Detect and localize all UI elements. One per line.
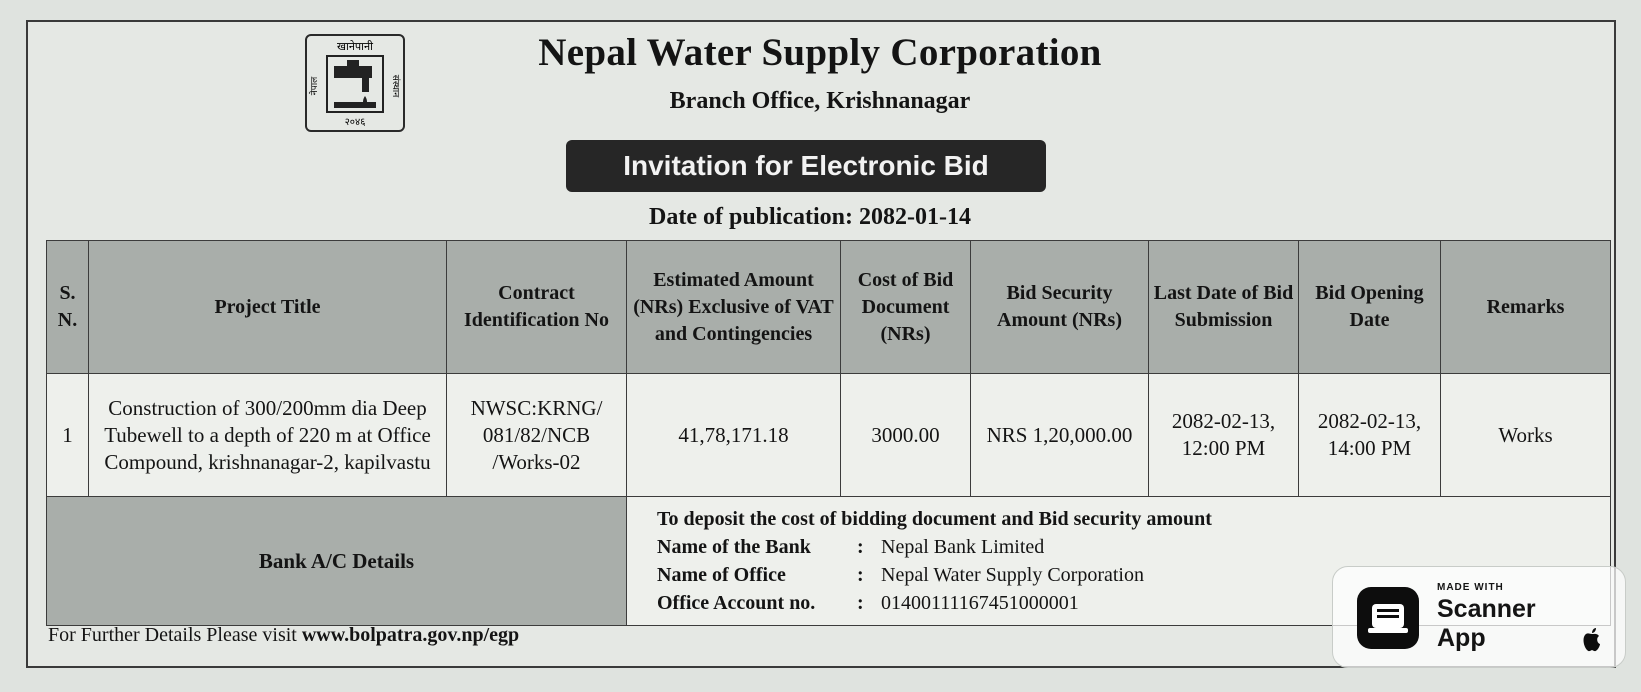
bolpatra-link[interactable]: www.bolpatra.gov.np/egp [301, 624, 520, 646]
branch-subtitle: Branch Office, Krishnanagar [669, 88, 971, 114]
office-name-key: Name of Office [657, 564, 786, 586]
cell-last-submission: 2082-02-13, 12:00 PM [1149, 374, 1299, 497]
col-last-submission: Last Date of Bid Submission [1149, 241, 1299, 374]
account-no-value: 01400111167451000001 [881, 592, 1079, 614]
logo-bottom-text: २०४६ [344, 117, 366, 128]
col-opening-date: Bid Opening Date [1299, 241, 1441, 374]
scanner-app-icon [1357, 587, 1419, 649]
office-name-colon: : [857, 564, 864, 586]
cell-bid-security: NRS 1,20,000.00 [971, 374, 1149, 497]
bank-heading: To deposit the cost of bidding document and Bid security amount [657, 508, 1212, 530]
invitation-banner: Invitation for Electronic Bid [566, 140, 1046, 192]
table-header-row [47, 241, 1611, 374]
footer-prefix: For Further Details Please visit [48, 624, 302, 646]
water-tap-emblem-icon [307, 36, 403, 130]
bank-name-value: Nepal Bank Limited [881, 536, 1045, 558]
scanner-app-name-line2: App [1437, 624, 1486, 652]
scanner-app-watermark[interactable] [1332, 566, 1626, 668]
cell-contract-id: NWSC:KRNG/ 081/82/NCB /Works-02 [447, 374, 627, 497]
apple-icon [1581, 627, 1603, 653]
publication-date: Date of publication: 2082-01-14 [649, 204, 971, 230]
table-row [47, 374, 1611, 497]
col-project-title: Project Title [89, 241, 447, 374]
cell-sn: 1 [47, 374, 89, 497]
cell-estimated-amount: 41,78,171.18 [627, 374, 841, 497]
cell-bid-document-cost: 3000.00 [841, 374, 971, 497]
cell-project-title: Construction of 300/200mm dia Deep Tubewell to a depth of 220 m at Office Compound, krishnanagar-2, kapilvastu [89, 374, 447, 497]
bank-name-colon: : [857, 536, 864, 558]
footer-note [48, 624, 519, 647]
organization-title: Nepal Water Supply Corporation [538, 31, 1102, 74]
col-bid-document-cost: Cost of Bid Document (NRs) [841, 241, 971, 374]
account-no-colon: : [857, 592, 864, 614]
logo-right-text: संस्थान [390, 74, 400, 98]
account-no-key: Office Account no. [657, 592, 816, 614]
office-name-value: Nepal Water Supply Corporation [881, 564, 1144, 586]
bank-details-label: Bank A/C Details [47, 497, 627, 626]
made-with-label: MADE WITH [1437, 582, 1504, 593]
col-estimated-amount: Estimated Amount (NRs) Exclusive of VAT and Contingencies [627, 241, 841, 374]
col-contract-id: Contract Identification No [447, 241, 627, 374]
nwsc-logo [305, 34, 405, 132]
bank-name-key: Name of the Bank [657, 536, 811, 558]
cell-remarks: Works [1441, 374, 1611, 497]
cell-opening-date: 2082-02-13, 14:00 PM [1299, 374, 1441, 497]
logo-top-text: खानेपानी [336, 40, 374, 53]
bank-name-row [657, 533, 1606, 561]
col-bid-security: Bid Security Amount (NRs) [971, 241, 1149, 374]
col-remarks: Remarks [1441, 241, 1611, 374]
scanner-app-name [1437, 595, 1536, 653]
scanner-app-name-line1: Scanner [1437, 595, 1536, 623]
col-sn: S. N. [47, 241, 89, 374]
logo-left-text: नेपाल [310, 76, 320, 96]
